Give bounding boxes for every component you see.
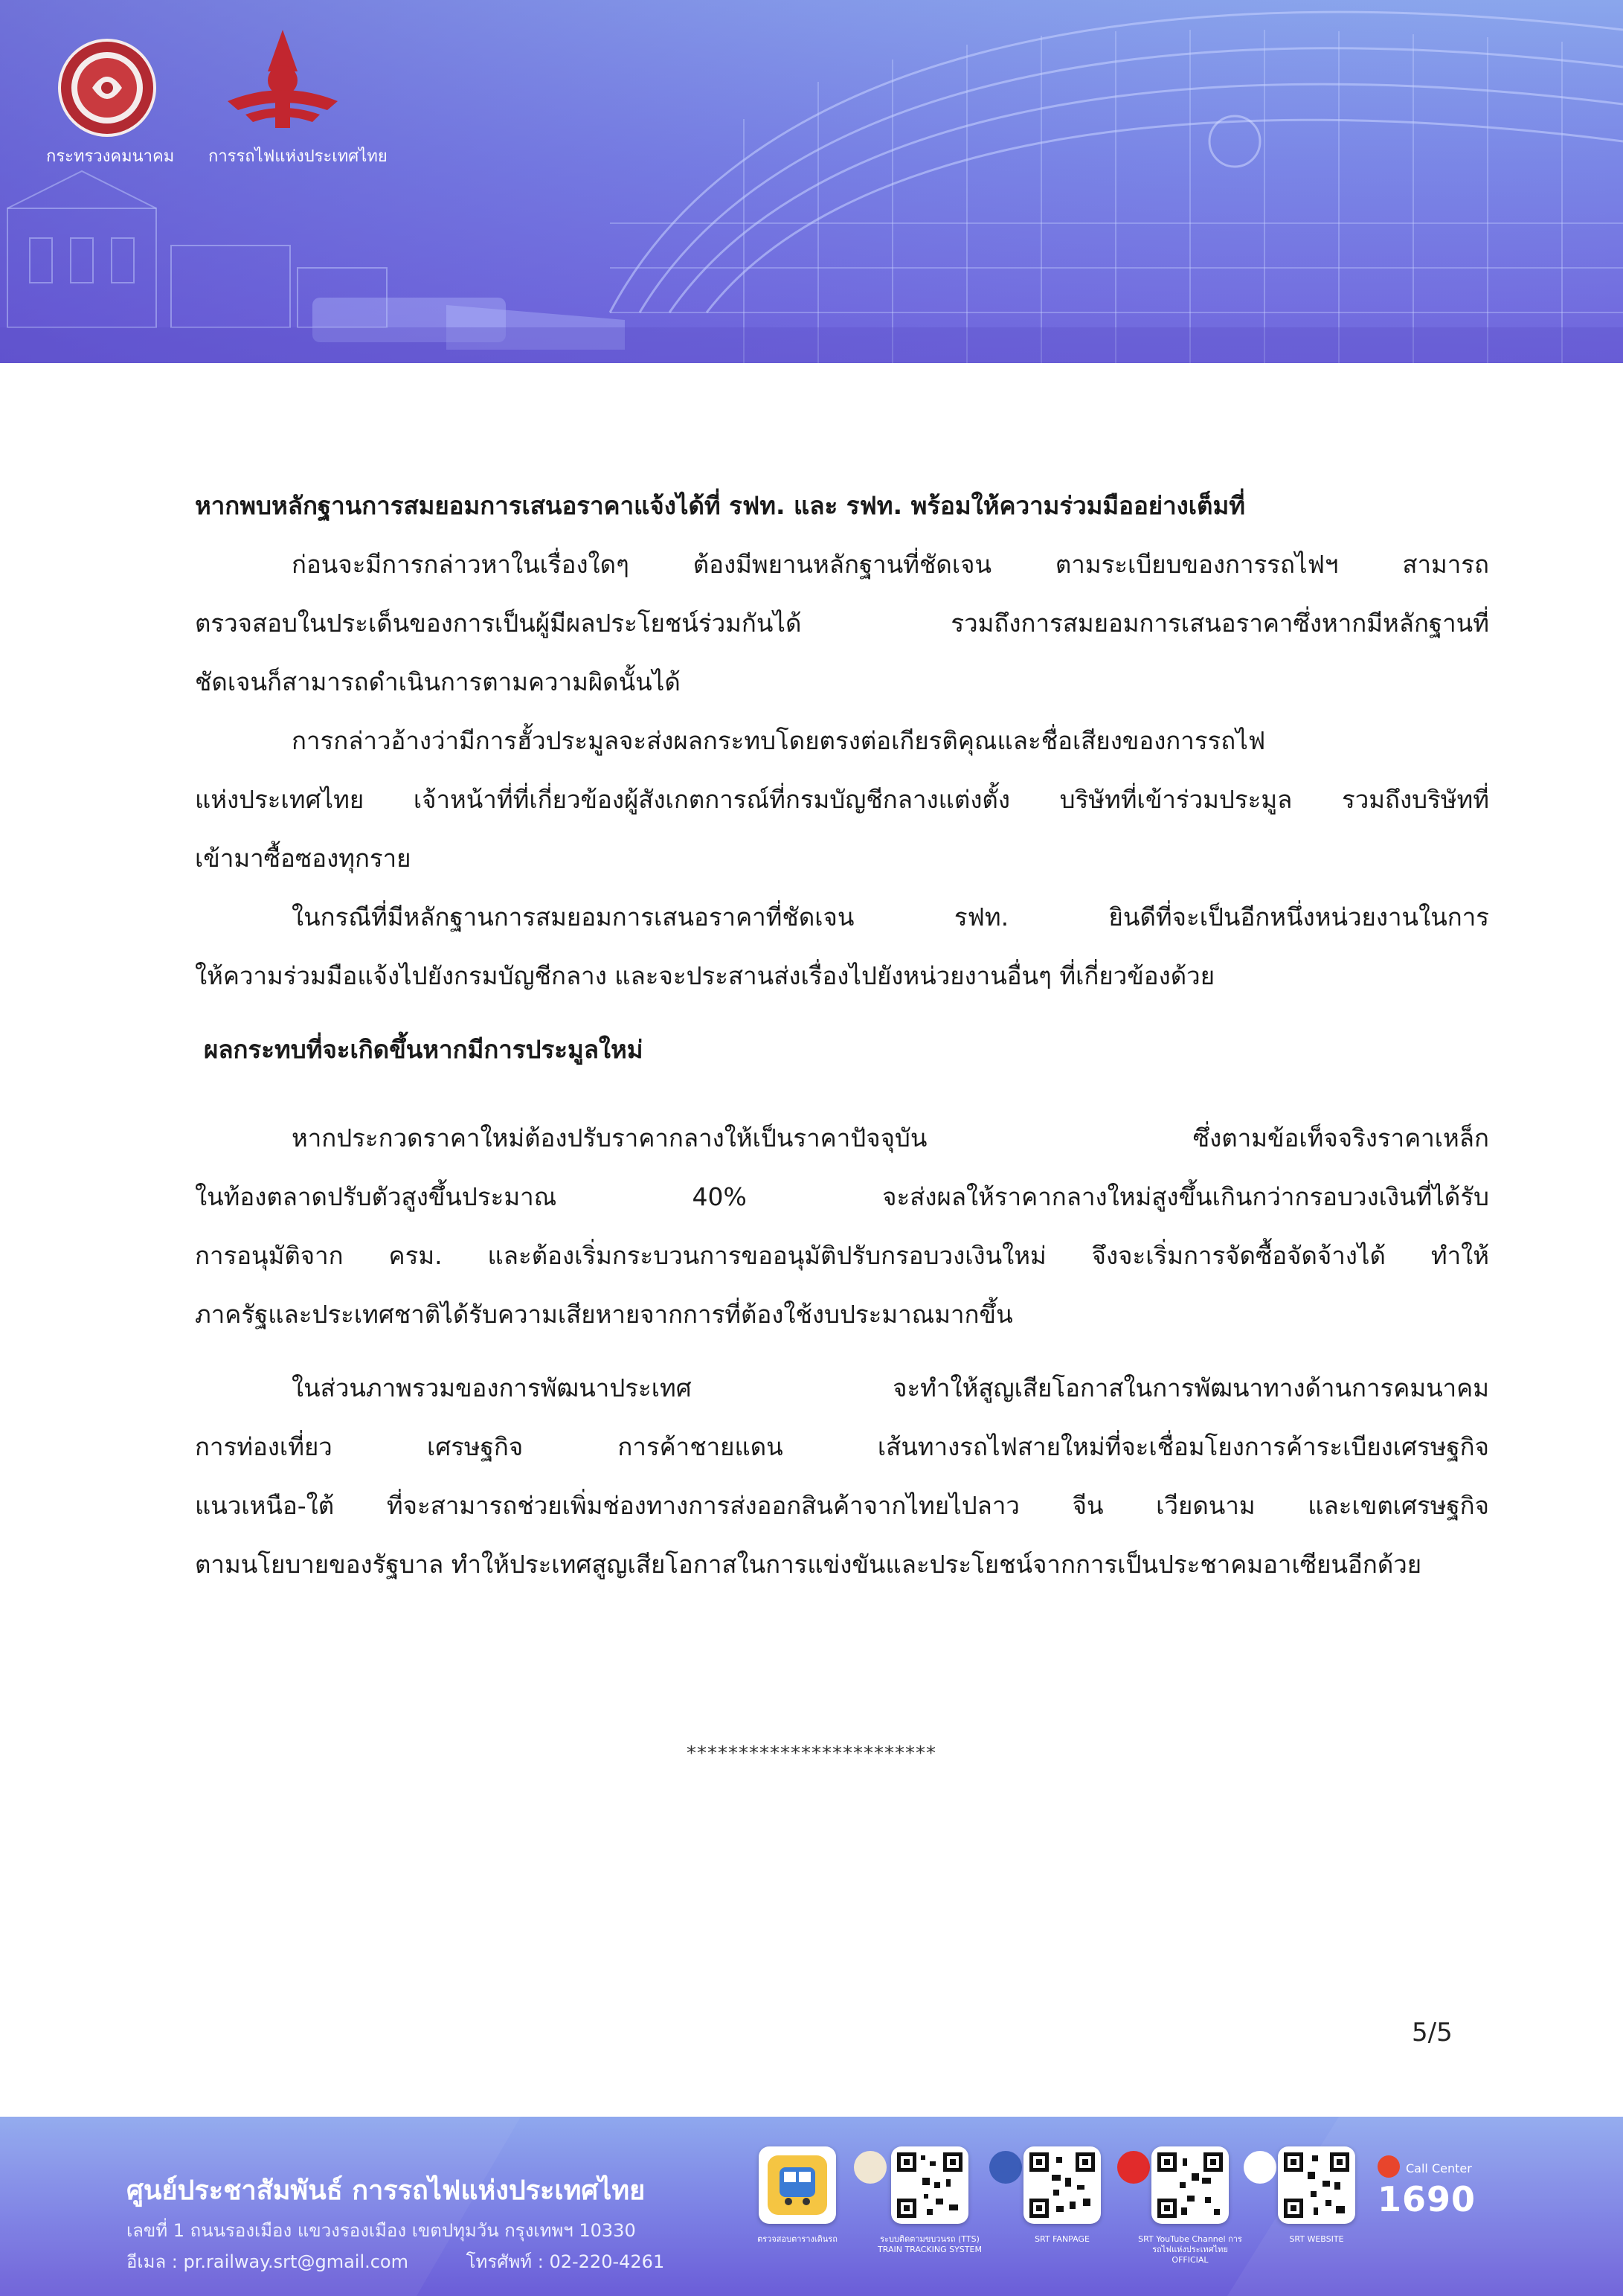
footer-org-name: ศูนย์ประชาสัมพันธ์ การรถไฟแห่งประเทศไทย: [126, 2175, 646, 2206]
ministry-caption: กระทรวงคมนาคม: [46, 147, 175, 166]
footer-email[interactable]: อีเมล : pr.railway.srt@gmail.com: [126, 2251, 408, 2272]
train-app-icon: [765, 2152, 830, 2218]
footer-address: เลขที่ 1 ถนนรองเมือง แขวงรองเมือง เขตปทุมวัน กรุงเทพฯ 10330: [126, 2220, 636, 2241]
end-separator: ************************: [687, 1742, 936, 1765]
paragraph-3-line-2: ให้ความร่วมมือแจ้งไปยังกรมบัญชีกลาง และจะประสานส่งเรื่องไปยังหน่วยงานอื่นๆ ที่เกี่ยวข้องด้วย: [195, 961, 1215, 990]
train-schedule-caption: ตรวจสอบตารางเดินรถ: [757, 2234, 838, 2244]
srt-caption: การรถไฟแห่งประเทศไทย: [208, 147, 388, 166]
fanpage-qr-link[interactable]: [1023, 2146, 1101, 2224]
footer-contact: [126, 2247, 664, 2276]
qr-code-icon: [1284, 2152, 1349, 2218]
like-icon: [989, 2151, 1022, 2184]
website-qr-link[interactable]: [1278, 2146, 1355, 2224]
tts-qr-link[interactable]: [891, 2146, 968, 2224]
fanpage-caption: SRT FANPAGE: [1035, 2234, 1090, 2244]
youtube-caption: SRT YouTube Channel การรถไฟแห่งประเทศไทย OFFICIAL: [1138, 2234, 1242, 2265]
qr-code-icon: [1029, 2152, 1095, 2218]
paragraph-4-line-3: การอนุมัติจาก ครม. และต้องเริ่มกระบวนการขออนุมัติปรับกรอบวงเงินใหม่ จึงจะเริ่มการจัดซื้อจัดจ้างได้ ทำให้: [195, 1241, 1489, 1270]
paragraph-5-line-2: การท่องเที่ยว เศรษฐกิจ การค้าชายแดน เส้นทางรถไฟสายใหม่ที่จะเชื่อมโยงการค้าระเบียงเศรษฐกิจ: [195, 1432, 1489, 1461]
ministry-of-transport-logo: [55, 36, 159, 140]
paragraph-4-line-4: ภาครัฐและประเทศชาติได้รับความเสียหายจากการที่ต้องใช้งบประมาณมากขึ้น: [195, 1300, 1013, 1329]
page-number: 5/5: [1412, 2018, 1453, 2048]
paragraph-2-line-2: แห่งประเทศไทย เจ้าหน้าที่ที่เกี่ยวข้องผู้สังเกตการณ์ที่กรมบัญชีกลางแต่งตั้ง บริษัทที่เข้าร่วมประมูล รวมถึงบริษัทที่: [195, 785, 1489, 814]
train-schedule-app-link[interactable]: [759, 2146, 836, 2224]
tts-logo-icon: [854, 2151, 887, 2184]
paragraph-5-line-4: ตามนโยบายของรัฐบาล ทำให้ประเทศสูญเสียโอกาสในการแข่งขันและประโยชน์จากการเป็นประชาคมอาเซียนอีกด้วย: [195, 1550, 1422, 1579]
youtube-icon: [1117, 2151, 1150, 2184]
paragraph-4-line-1: หากประกวดราคาใหม่ต้องปรับราคากลางให้เป็นราคาปัจจุบัน ซึ่งตามข้อเท็จจริงราคาเหล็ก: [292, 1123, 1489, 1152]
paragraph-5-line-3: แนวเหนือ-ใต้ ที่จะสามารถช่วยเพิ่มช่องทางการส่งออกสินค้าจากไทยไปลาว จีน เวียดนาม และเขตเศรษฐกิจ: [195, 1491, 1489, 1520]
qr-code-icon: [897, 2152, 962, 2218]
paragraph-5-line-1: ในส่วนภาพรวมของการพัฒนาประเทศ จะทำให้สูญเสียโอกาสในการพัฒนาทางด้านการคมนาคม: [292, 1373, 1489, 1402]
heading-evidence-reporting: หากพบหลักฐานการสมยอมการเสนอราคาแจ้งได้ที่ รฟท. และ รฟท. พร้อมให้ความร่วมมืออย่างเต็มที่: [195, 491, 1245, 520]
paragraph-2-line-3: เข้ามาซื้อซองทุกราย: [195, 844, 411, 873]
youtube-qr-link[interactable]: [1151, 2146, 1229, 2224]
paragraph-3-line-1: ในกรณีที่มีหลักฐานการสมยอมการเสนอราคาที่ชัดเจน รฟท. ยินดีที่จะเป็นอีกหนึ่งหน่วยงานในการ: [292, 902, 1489, 931]
website-caption: SRT WEBSITE: [1289, 2234, 1344, 2244]
header-banner: [0, 0, 1623, 363]
press-release-body: [195, 476, 1489, 1594]
paragraph-2-line-1: การกล่าวอ้างว่ามีการฮั้วประมูลจะส่งผลกระทบโดยตรงต่อเกียรติคุณและชื่อเสียงของการรถไฟ: [292, 726, 1266, 755]
paragraph-1-line-1: ก่อนจะมีการกล่าวหาในเรื่องใดๆ ต้องมีพยานหลักฐานที่ชัดเจน ตามระเบียบของการรถไฟฯ สามารถ: [292, 550, 1489, 579]
paragraph-1-line-3: ชัดเจนก็สามารถดำเนินการตามความผิดนั้นได้: [195, 667, 681, 696]
heading-rebid-impact: ผลกระทบที่จะเกิดขึ้นหากมีการประมูลใหม่: [204, 1035, 643, 1064]
paragraph-1-line-2: ตรวจสอบในประเด็นของการเป็นผู้มีผลประโยชน์ร่วมกันได้ รวมถึงการสมยอมการเสนอราคาซึ่งหากมีหลักฐานที่: [195, 609, 1489, 638]
footer-banner: [0, 2117, 1623, 2296]
call-center-label: Call Center: [1406, 2161, 1472, 2175]
paragraph-4-line-2: ในท้องตลาดปรับตัวสูงขึ้นประมาณ 40% จะส่งผลให้ราคากลางใหม่สูงขึ้นเกินกว่ากรอบวงเงินที่ได้รับ: [195, 1182, 1489, 1211]
qr-code-icon: [1157, 2152, 1223, 2218]
footer-phone[interactable]: โทรศัพท์ : 02-220-4261: [466, 2251, 665, 2272]
phone-icon: [1378, 2155, 1400, 2178]
srt-logo: [223, 27, 342, 138]
www-icon: [1244, 2151, 1276, 2184]
call-center-number[interactable]: 1690: [1378, 2179, 1476, 2219]
tts-caption: ระบบติดตามขบวนรถ (TTS) TRAIN TRACKING SYSTEM: [878, 2234, 982, 2254]
